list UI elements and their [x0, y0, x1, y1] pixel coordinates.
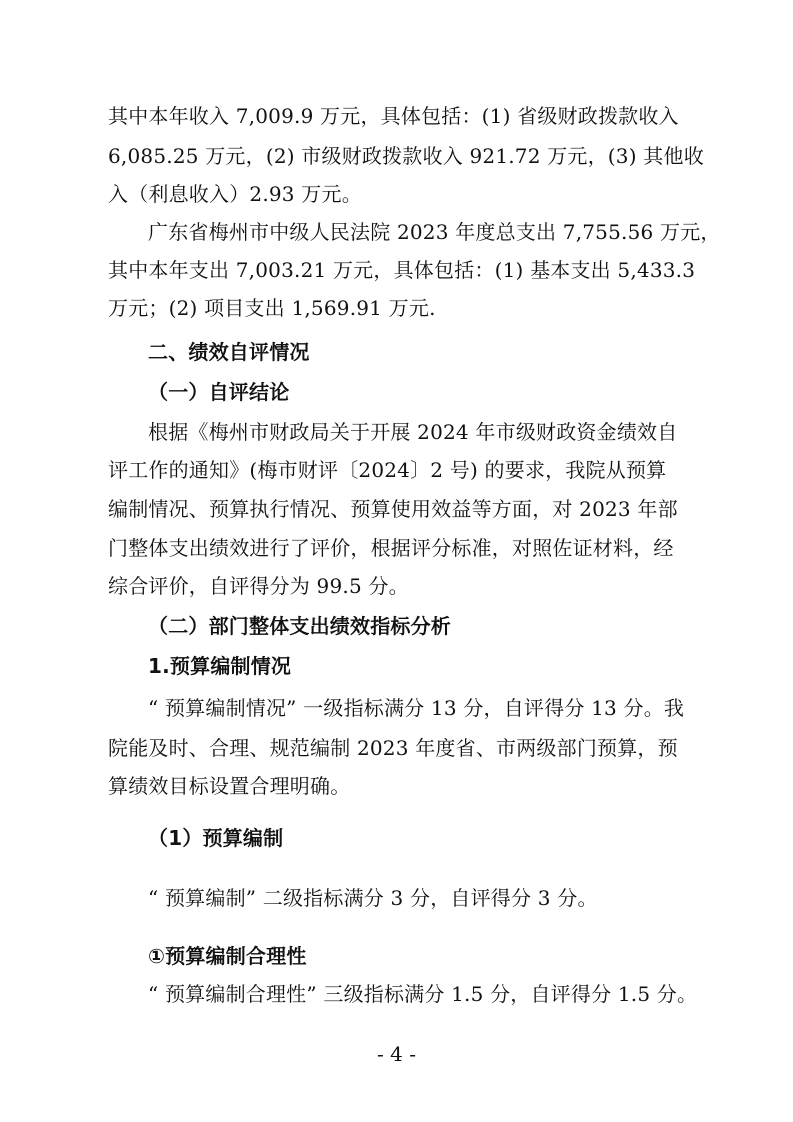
sub-item-heading-budget-compilation: （1）预算编制: [148, 826, 284, 850]
expense-summary-line-3: 万元；(2) 项目支出 1,569.91 万元.: [108, 296, 436, 320]
rationality-score-line: “ 预算编制合理性” 三级指标满分 1.5 分，自评得分 1.5 分。: [148, 982, 698, 1006]
budget-preparation-para-line-1: “ 预算编制情况” 一级指标满分 13 分，自评得分 13 分。我: [148, 696, 685, 720]
conclusion-para-line-2: 评工作的通知》(梅市财评〔2024〕2 号) 的要求，我院从预算: [108, 458, 667, 482]
section-heading-performance: 二、绩效自评情况: [148, 340, 310, 364]
sub-sub-item-heading-rationality: ①预算编制合理性: [148, 944, 307, 968]
income-detail-line-3: 入（利息收入）2.93 万元。: [108, 182, 362, 206]
expense-summary-line-2: 其中本年支出 7,003.21 万元，具体包括：(1) 基本支出 5,433.3: [108, 258, 696, 282]
budget-preparation-para-line-2: 院能及时、合理、规范编制 2023 年度省、市两级部门预算，预: [108, 736, 678, 760]
conclusion-para-line-4: 门整体支出绩效进行了评价，根据评分标准，对照佐证材料，经: [108, 536, 674, 560]
page-number: - 4 -: [377, 1042, 416, 1066]
conclusion-para-line-3: 编制情况、预算执行情况、预算使用效益等方面，对 2023 年部: [108, 497, 678, 521]
budget-compilation-score-line: “ 预算编制” 二级指标满分 3 分，自评得分 3 分。: [148, 886, 598, 910]
subsection-heading-conclusion: （一）自评结论: [148, 380, 290, 404]
subsection-heading-indicator-analysis: （二）部门整体支出绩效指标分析: [148, 614, 451, 638]
income-detail-line-1: 其中本年收入 7,009.9 万元，具体包括：(1) 省级财政拨款收入: [108, 104, 679, 128]
conclusion-para-line-5: 综合评价，自评得分为 99.5 分。: [108, 574, 409, 598]
budget-preparation-para-line-3: 算绩效目标设置合理明确。: [108, 774, 351, 798]
expense-summary-line-1: 广东省梅州市中级人民法院 2023 年度总支出 7,755.56 万元，: [148, 220, 721, 244]
conclusion-para-line-1: 根据《梅州市财政局关于开展 2024 年市级财政资金绩效自: [148, 420, 678, 444]
income-detail-line-2: 6,085.25 万元，(2) 市级财政拨款收入 921.72 万元，(3) 其他收: [108, 144, 704, 168]
item-heading-budget-preparation: 1.预算编制情况: [148, 654, 292, 678]
